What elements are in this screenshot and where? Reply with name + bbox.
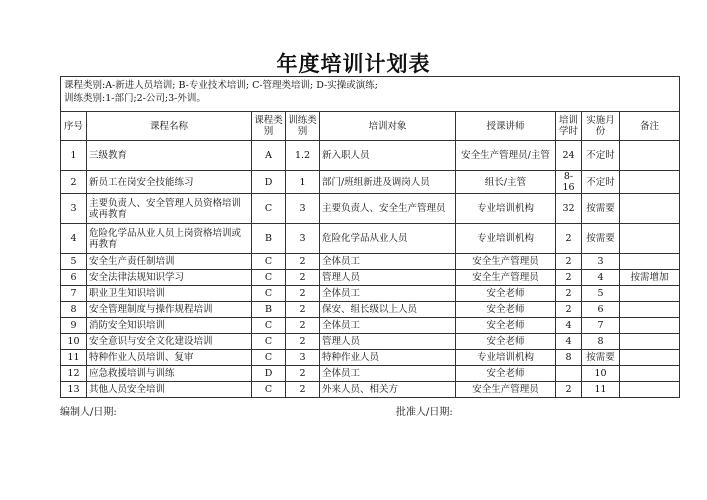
- cell-course: 安全法律法规知识学习: [87, 270, 252, 286]
- cell-month: 按需要: [582, 224, 620, 254]
- cell-remark: [620, 318, 680, 334]
- header-course: 课程名称: [87, 112, 252, 141]
- cell-course-type: A: [252, 141, 286, 171]
- cell-remark: [620, 334, 680, 350]
- cell-trainer: 安全生产管理员: [456, 382, 556, 398]
- cell-train-type: 2: [286, 366, 320, 382]
- cell-course: 三级教育: [87, 141, 252, 171]
- cell-month: 4: [582, 270, 620, 286]
- cell-course-type: C: [252, 270, 286, 286]
- table-row: [61, 334, 680, 350]
- cell-course-type: C: [252, 286, 286, 302]
- cell-course: 安全生产责任制培训: [87, 254, 252, 270]
- cell-month: 10: [582, 366, 620, 382]
- cell-course-type: C: [252, 318, 286, 334]
- cell-course: 职业卫生知识培训: [87, 286, 252, 302]
- cell-remark: [620, 366, 680, 382]
- cell-target: 外来人员、相关方: [320, 382, 456, 398]
- table-row: [61, 270, 680, 286]
- cell-trainer: 安全老师: [456, 302, 556, 318]
- cell-course-type: C: [252, 350, 286, 366]
- cell-course: 特种作业人员培训、复审: [87, 350, 252, 366]
- cell-no: 11: [61, 350, 87, 366]
- cell-no: 4: [61, 224, 87, 254]
- cell-no: 5: [61, 254, 87, 270]
- cell-target: 新入职人员: [320, 141, 456, 171]
- table-body: [61, 141, 680, 398]
- cell-target: 特种作业人员: [320, 350, 456, 366]
- cell-hours: 32: [556, 194, 582, 224]
- cell-course: 安全意识与安全文化建设培训: [87, 334, 252, 350]
- cell-course-type: C: [252, 194, 286, 224]
- cell-month: 不定时: [582, 141, 620, 171]
- cell-no: 6: [61, 270, 87, 286]
- cell-train-type: 2: [286, 286, 320, 302]
- cell-target: 管理人员: [320, 270, 456, 286]
- cell-remark: 按需增加: [620, 270, 680, 286]
- cell-course: 消防安全知识培训: [87, 318, 252, 334]
- cell-remark: [620, 350, 680, 366]
- cell-course-type: C: [252, 382, 286, 398]
- cell-course: 危险化学品从业人员上岗资格培训或再教育: [87, 224, 252, 254]
- cell-target: 保安、组长级以上人员: [320, 302, 456, 318]
- cell-trainer: 安全生产管理员/主管: [456, 141, 556, 171]
- cell-no: 12: [61, 366, 87, 382]
- cell-target: 全体员工: [320, 366, 456, 382]
- cell-train-type: 2: [286, 254, 320, 270]
- table-row: [61, 254, 680, 270]
- cell-train-type: 1: [286, 171, 320, 194]
- page-title: 年度培训计划表: [276, 52, 431, 76]
- cell-train-type: 3: [286, 194, 320, 224]
- cell-month: 不定时: [582, 171, 620, 194]
- table-row: [61, 350, 680, 366]
- cell-hours: 2: [556, 270, 582, 286]
- cell-hours: 2: [556, 254, 582, 270]
- cell-target: 主要负责人、安全生产管理员: [320, 194, 456, 224]
- cell-remark: [620, 194, 680, 224]
- cell-course: 安全管理制度与操作规程培训: [87, 302, 252, 318]
- cell-remark: [620, 224, 680, 254]
- cell-course: 其他人员安全培训: [87, 382, 252, 398]
- cell-no: 10: [61, 334, 87, 350]
- cell-hours: 2: [556, 224, 582, 254]
- cell-trainer: 组长/主管: [456, 171, 556, 194]
- table-row: [61, 286, 680, 302]
- cell-no: 8: [61, 302, 87, 318]
- cell-month: 11: [582, 382, 620, 398]
- cell-course-type: D: [252, 366, 286, 382]
- header-row: [61, 112, 680, 141]
- cell-hours: 4: [556, 318, 582, 334]
- cell-month: 6: [582, 302, 620, 318]
- cell-remark: [620, 286, 680, 302]
- cell-course: 新员工在岗安全技能练习: [87, 171, 252, 194]
- cell-target: 管理人员: [320, 334, 456, 350]
- header-no: 序号: [61, 112, 87, 141]
- cell-remark: [620, 302, 680, 318]
- cell-target: 危险化学品从业人员: [320, 224, 456, 254]
- cell-trainer: 专业培训机构: [456, 350, 556, 366]
- table-row: [61, 318, 680, 334]
- cell-trainer: 安全生产管理员: [456, 254, 556, 270]
- cell-no: 1: [61, 141, 87, 171]
- header-hours: 培训学时: [556, 112, 582, 141]
- header-target: 培训对象: [320, 112, 456, 141]
- cell-course-type: B: [252, 302, 286, 318]
- cell-remark: [620, 254, 680, 270]
- cell-remark: [620, 171, 680, 194]
- cell-trainer: 专业培训机构: [456, 194, 556, 224]
- cell-target: 全体员工: [320, 318, 456, 334]
- cell-no: 13: [61, 382, 87, 398]
- table-row: [61, 382, 680, 398]
- cell-no: 7: [61, 286, 87, 302]
- cell-target: 全体员工: [320, 254, 456, 270]
- cell-remark: [620, 382, 680, 398]
- cell-train-type: 2: [286, 334, 320, 350]
- training-type-legend: 训练类别:1-部门;2-公司;3-外训。: [64, 93, 206, 104]
- cell-train-type: 1.2: [286, 141, 320, 171]
- cell-train-type: 2: [286, 302, 320, 318]
- cell-trainer: 安全生产管理员: [456, 270, 556, 286]
- table-row: [61, 302, 680, 318]
- cell-hours: 8: [556, 350, 582, 366]
- table-row: [61, 171, 680, 194]
- cell-target: 全体员工: [320, 286, 456, 302]
- cell-hours: 24: [556, 141, 582, 171]
- header-remark: 备注: [620, 112, 680, 141]
- cell-hours: [556, 366, 582, 382]
- editor-signature-label: 编制人/日期:: [60, 407, 117, 418]
- cell-hours: 8-16: [556, 171, 582, 194]
- cell-trainer: 专业培训机构: [456, 224, 556, 254]
- course-type-legend: 课程类别:A-新进人员培训; B-专业技术培训; C-管理类培训; D-实操或演练;: [64, 80, 378, 91]
- cell-trainer: 安全老师: [456, 334, 556, 350]
- cell-trainer: 安全老师: [456, 286, 556, 302]
- legend-cell: [61, 77, 680, 112]
- cell-no: 2: [61, 171, 87, 194]
- cell-month: 按需要: [582, 194, 620, 224]
- cell-course: 应急救援培训与训练: [87, 366, 252, 382]
- table-row: [61, 366, 680, 382]
- header-train-type: 训练类别: [286, 112, 320, 141]
- cell-train-type: 2: [286, 318, 320, 334]
- cell-course-type: C: [252, 254, 286, 270]
- cell-hours: 2: [556, 302, 582, 318]
- header-month: 实施月份: [582, 112, 620, 141]
- cell-course-type: D: [252, 171, 286, 194]
- cell-month: 3: [582, 254, 620, 270]
- cell-course-type: B: [252, 224, 286, 254]
- cell-train-type: 3: [286, 350, 320, 366]
- legend-row: [61, 77, 680, 112]
- cell-train-type: 2: [286, 270, 320, 286]
- cell-month: 7: [582, 318, 620, 334]
- cell-hours: 2: [556, 382, 582, 398]
- cell-train-type: 2: [286, 382, 320, 398]
- cell-train-type: 3: [286, 224, 320, 254]
- table-row: [61, 224, 680, 254]
- approver-signature-label: 批准人/日期:: [396, 407, 453, 418]
- cell-hours: 2: [556, 286, 582, 302]
- cell-month: 5: [582, 286, 620, 302]
- table-row: [61, 141, 680, 171]
- cell-trainer: 安全老师: [456, 318, 556, 334]
- cell-trainer: 安全老师: [456, 366, 556, 382]
- table-row: [61, 194, 680, 224]
- cell-month: 8: [582, 334, 620, 350]
- header-trainer: 授课讲师: [456, 112, 556, 141]
- cell-month: 按需要: [582, 350, 620, 366]
- training-plan-table: [60, 76, 680, 398]
- header-course-type: 课程类别: [252, 112, 286, 141]
- cell-hours: 4: [556, 334, 582, 350]
- cell-course: 主要负责人、安全管理人员资格培训或再教育: [87, 194, 252, 224]
- cell-course-type: C: [252, 334, 286, 350]
- cell-no: 9: [61, 318, 87, 334]
- cell-target: 部门/班组新进及调岗人员: [320, 171, 456, 194]
- cell-no: 3: [61, 194, 87, 224]
- cell-remark: [620, 141, 680, 171]
